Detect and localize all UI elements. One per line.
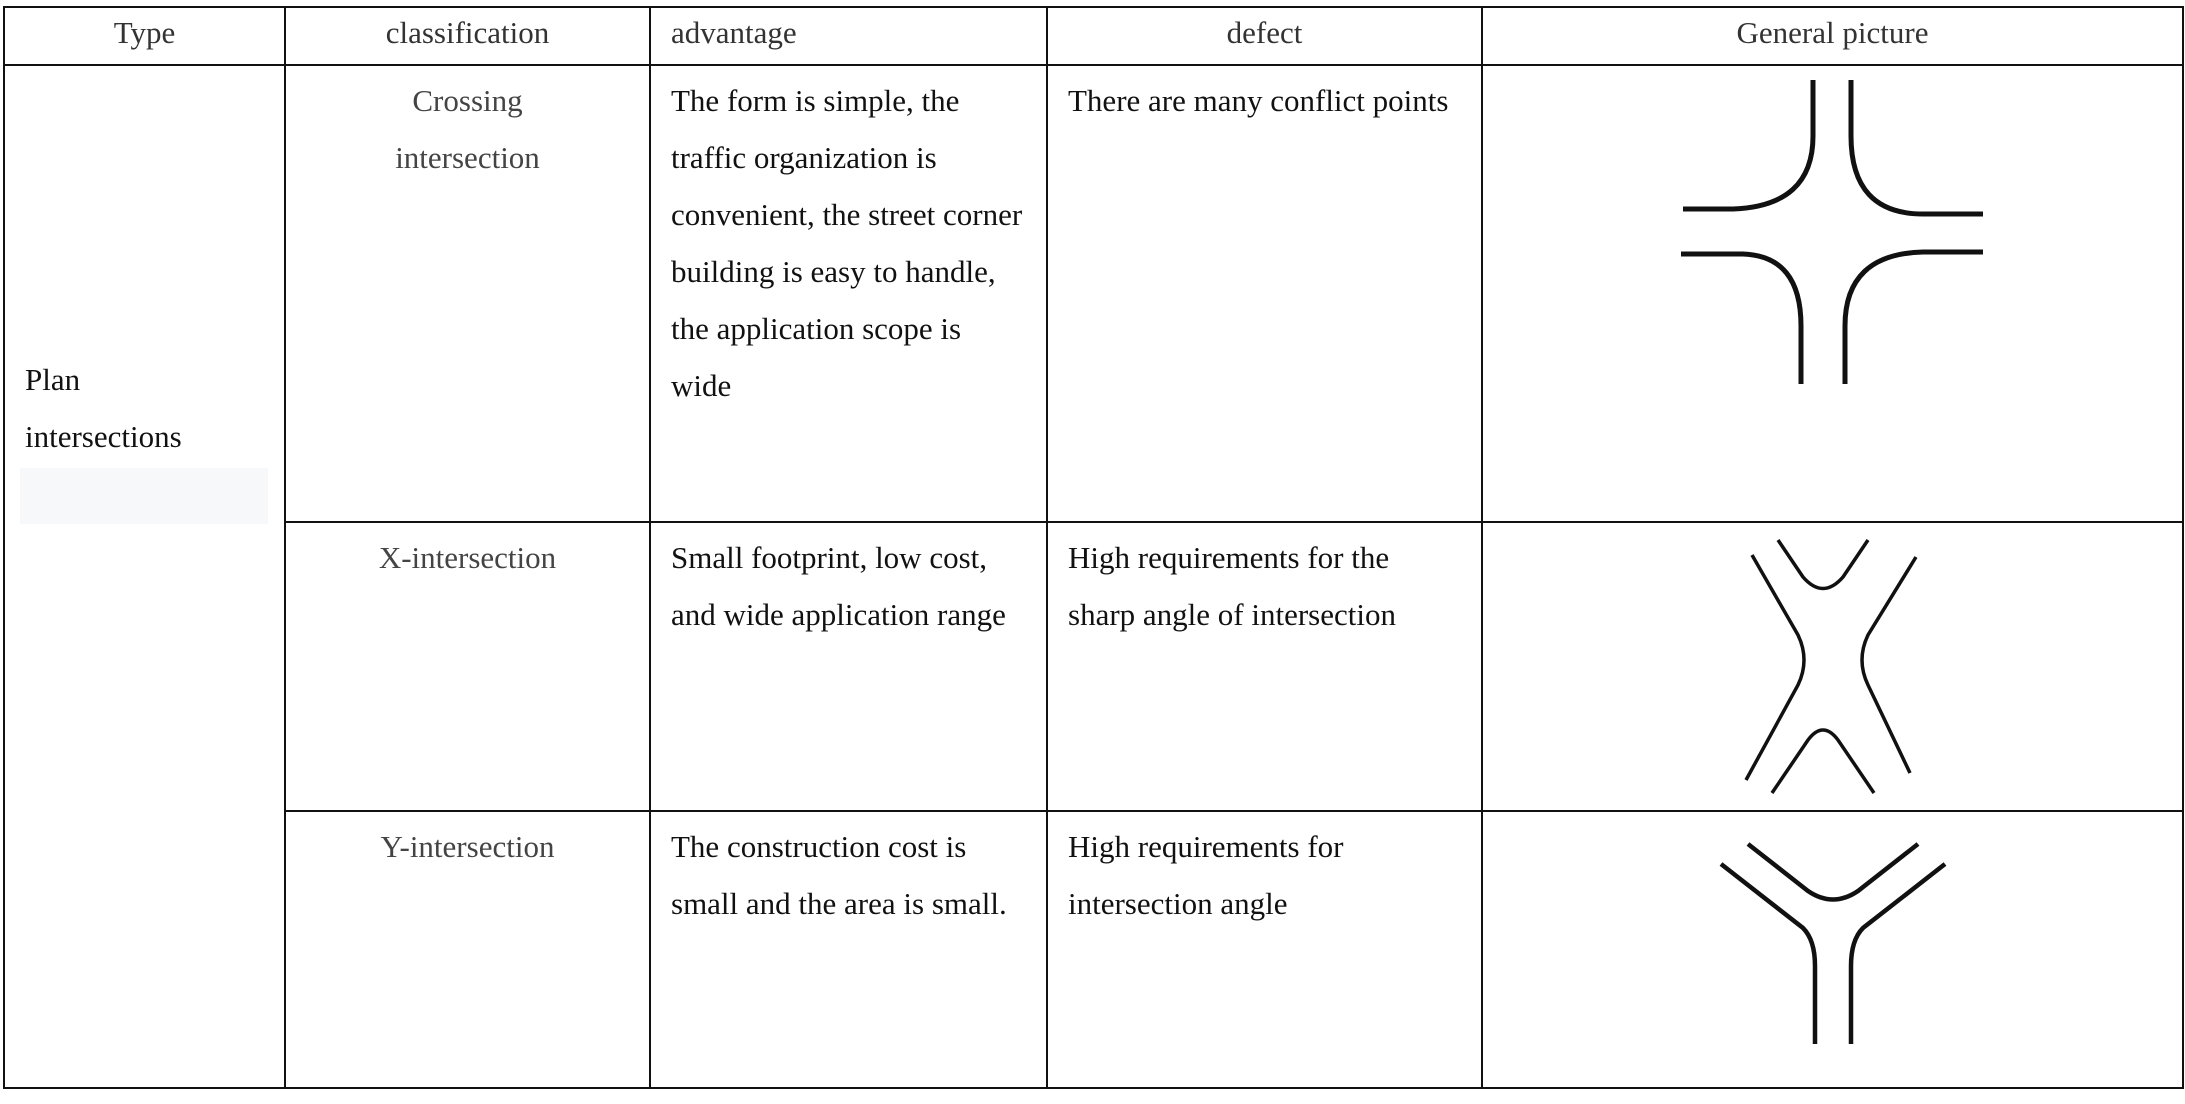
type-label: Plan intersections	[25, 362, 182, 454]
classification-cell: Y-intersection	[285, 811, 650, 1088]
defect-cell: High requirements for intersection angle	[1047, 811, 1482, 1088]
table-row	[4, 65, 2183, 522]
header-defect: defect	[1047, 7, 1482, 65]
advantage-cell: Small footprint, low cost, and wide application range	[650, 522, 1047, 811]
crossing-intersection-icon	[1673, 76, 1993, 396]
defect-cell: High requirements for the sharp angle of intersection	[1047, 522, 1482, 811]
y-intersection-diagram	[1482, 811, 2183, 1088]
intersection-table	[3, 6, 2184, 1089]
header-classification: classification	[285, 7, 650, 65]
classification-cell: X-intersection	[285, 522, 650, 811]
blank-box	[20, 468, 268, 524]
y-intersection-icon	[1713, 836, 1953, 1056]
crossing-intersection-diagram	[1482, 65, 2183, 522]
table-row	[4, 522, 2183, 811]
header-general-picture: General picture	[1482, 7, 2183, 65]
advantage-cell: The construction cost is small and the area is small.	[650, 811, 1047, 1088]
x-intersection-icon	[1738, 535, 1928, 805]
header-type: Type	[4, 7, 285, 65]
x-intersection-diagram	[1482, 522, 2183, 811]
type-cell	[4, 65, 285, 1088]
header-advantage: advantage	[650, 7, 1047, 65]
defect-cell: There are many conflict points	[1047, 65, 1482, 522]
table-row	[4, 811, 2183, 1088]
classification-cell: Crossing intersection	[285, 65, 650, 522]
advantage-cell: The form is simple, the traffic organization is convenient, the street corner building is easy to handle, the application scope is wide	[650, 65, 1047, 522]
header-row	[4, 7, 2183, 65]
